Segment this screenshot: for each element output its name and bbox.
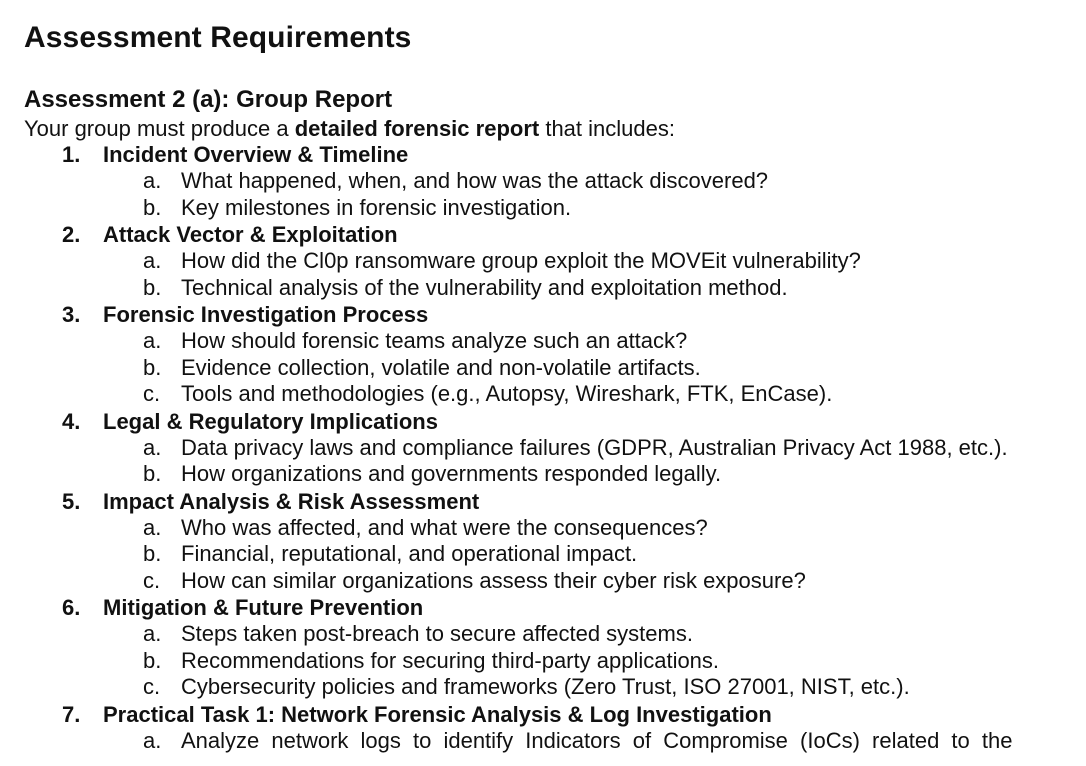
- list-item-number: 6.: [62, 595, 81, 620]
- sub-item: [0, 381, 1086, 408]
- list-item-title: [0, 408, 1086, 435]
- list-item-number: 1.: [62, 142, 81, 167]
- sub-item-text: Financial, reputational, and operational impact.: [181, 541, 638, 566]
- sub-item-letter: a.: [143, 621, 162, 646]
- sub-item-letter: c.: [143, 381, 161, 406]
- sub-item-text: Key milestones in forensic investigation.: [181, 194, 572, 220]
- list-item-title: [0, 594, 1086, 621]
- sub-item-text: How organizations and governments responded legally.: [181, 461, 722, 486]
- sub-item-text: How can similar organizations assess their cyber risk exposure?: [181, 567, 806, 593]
- sub-item-letter: a.: [143, 248, 162, 273]
- list-item-title: [0, 488, 1086, 515]
- sub-item-letter: b.: [143, 354, 162, 380]
- sub-item-text: Evidence collection, volatile and non-volatile artifacts.: [181, 354, 701, 380]
- list-item-title: [0, 141, 1086, 168]
- sub-item-letter: b.: [143, 647, 162, 673]
- sub-item-letter: c.: [143, 567, 161, 593]
- sub-item: [0, 461, 1086, 488]
- sub-item-letter: b.: [143, 274, 162, 300]
- list-item-heading: Impact Analysis & Risk Assessment: [103, 488, 480, 514]
- sub-item-text: Tools and methodologies (e.g., Autopsy, Wireshark, FTK, EnCase).: [181, 381, 833, 406]
- list-item-number: 5.: [62, 488, 81, 514]
- list-item-heading: Practical Task 1: Network Forensic Analysis & Log Investigation: [103, 701, 772, 727]
- sub-item: [0, 541, 1086, 568]
- list-item-heading: Forensic Investigation Process: [103, 302, 429, 327]
- sub-item-letter: a.: [143, 328, 162, 353]
- sub-item-letter: c.: [143, 674, 161, 699]
- sub-item: [0, 515, 1086, 542]
- list-item-title: [0, 701, 1086, 728]
- list-item-heading: Attack Vector & Exploitation: [103, 222, 398, 247]
- sub-item-text: How should forensic teams analyze such an attack?: [181, 328, 688, 353]
- sub-item-text: Recommendations for securing third-party applications.: [181, 647, 720, 673]
- sub-item-letter: b.: [143, 194, 162, 220]
- sub-item-letter: b.: [143, 541, 162, 566]
- list-item-heading: Incident Overview & Timeline: [103, 142, 409, 167]
- sub-item: [0, 435, 1086, 462]
- sub-item: [0, 621, 1086, 648]
- sub-item: [0, 168, 1086, 195]
- sub-item-text: Steps taken post-breach to secure affected systems.: [181, 621, 693, 646]
- sub-item-letter: b.: [143, 461, 162, 486]
- list-item-number: 7.: [62, 701, 81, 727]
- sub-item: [0, 275, 1086, 302]
- sub-item: [0, 195, 1086, 222]
- sub-item-letter: a.: [143, 727, 162, 753]
- list-item-title: [0, 301, 1086, 328]
- section-title: Assessment 2 (a): Group Report: [24, 86, 393, 113]
- list-item-number: 2.: [62, 222, 81, 247]
- sub-item: [0, 328, 1086, 355]
- list-item-heading: Legal & Regulatory Implications: [103, 408, 438, 434]
- list-item-title: [0, 221, 1086, 248]
- sub-item-text: Data privacy laws and compliance failures (GDPR, Australian Privacy Act 1988, etc.).: [181, 434, 1008, 460]
- intro-text-after: that includes:: [539, 116, 675, 141]
- intro-paragraph: [24, 115, 675, 142]
- sub-item-letter: a.: [143, 434, 162, 460]
- sub-item: [0, 248, 1086, 275]
- requirements-list: [0, 141, 1086, 754]
- list-item-number: 3.: [62, 302, 81, 327]
- sub-item-text: Who was affected, and what were the consequences?: [181, 514, 708, 540]
- list-item-heading: Mitigation & Future Prevention: [103, 595, 424, 620]
- intro-text-before: Your group must produce a: [24, 116, 295, 141]
- sub-item-letter: a.: [143, 514, 162, 540]
- sub-item: [0, 355, 1086, 382]
- sub-item-text: Cybersecurity policies and frameworks (Zero Trust, ISO 27001, NIST, etc.).: [181, 674, 910, 699]
- sub-item-letter: a.: [143, 168, 162, 193]
- page-heading: Assessment Requirements: [24, 21, 412, 54]
- sub-item: [0, 674, 1086, 701]
- sub-item-text: What happened, when, and how was the attack discovered?: [181, 168, 769, 193]
- sub-item: [0, 568, 1086, 595]
- sub-item-text: Technical analysis of the vulnerability and exploitation method.: [181, 274, 788, 300]
- sub-item: [0, 728, 1086, 755]
- sub-item-text: How did the Cl0p ransomware group exploit the MOVEit vulnerability?: [181, 248, 861, 273]
- list-item-number: 4.: [62, 408, 81, 434]
- intro-text-bold: detailed forensic report: [294, 116, 540, 141]
- sub-item-text: Analyze network logs to identify Indicators of Compromise (IoCs) related to the: [181, 727, 1013, 753]
- sub-item: [0, 648, 1086, 675]
